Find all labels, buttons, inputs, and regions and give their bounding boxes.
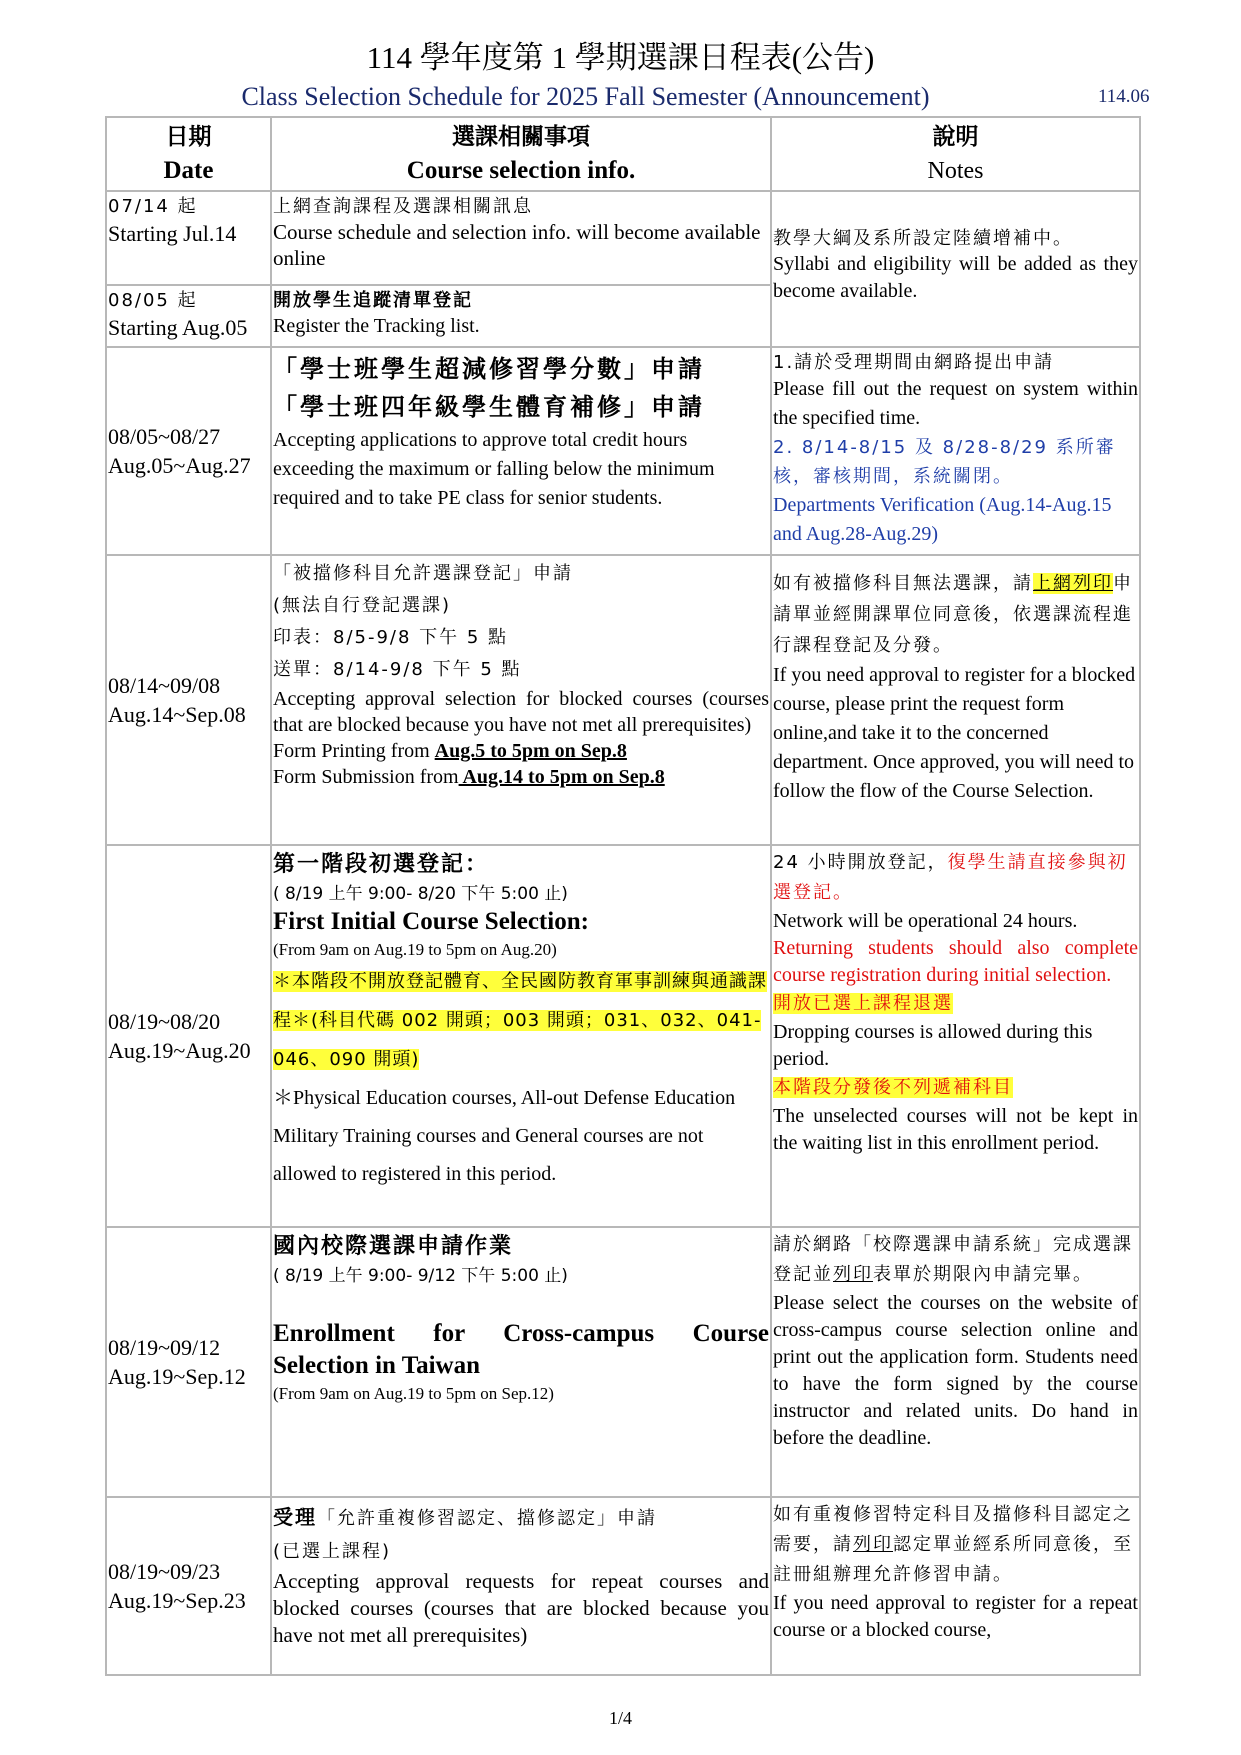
row-date: 08/19~09/12 Aug.19~Sep.12 (106, 1227, 271, 1497)
page-subtitle: Class Selection Schedule for 2025 Fall Semester (Announcement) (241, 82, 930, 111)
table-header-row (106, 117, 1140, 191)
row-info: 第一階段初選登記： ( 8/19 上午 9:00- 8/20 下午 5:00 止) First Initial Course Selection: (From 9am on Aug.19 to 5pm on Aug.20) ＊本階段不開放登記體育、全民國防教育軍事訓練與通識課程＊(科目代碼 002 開頭；003 開頭；031、032、041-046、090 開頭) ＊Physical Education courses, All-out Defense Education Military Training courses and General courses are not allowed to registered in this period. (271, 845, 771, 1227)
table-row (106, 191, 1140, 285)
row-notes: 如有被擋修科目無法選課，請上網列印申請單並經開課單位同意後，依選課流程進行課程登記及分發。 If you need approval to register for a blocked course, please print the request form online,and take it to the concerned department. Once approved, you will need to follow the flow of the Course Selection. (771, 555, 1140, 845)
print-underline: 列印 (833, 1264, 873, 1285)
restriction-highlight: ＊本階段不開放登記體育、全民國防教育軍事訓練與通識課程＊(科目代碼 002 開頭；003 開頭；031、032、041-046、090 開頭) (273, 971, 767, 1070)
print-online-highlight: 上網列印 (1033, 573, 1113, 594)
drop-course-highlight: 開放已選上課程退選 (773, 993, 953, 1014)
returning-students-note: 復學生請直接參與初選登記。 (773, 852, 1128, 903)
document-number: 114.06 (1098, 86, 1150, 107)
row-info: 開放學生追蹤清單登記 Register the Tracking list. (271, 285, 771, 347)
print-underline: 列印 (853, 1534, 893, 1555)
row-info: 國內校際選課申請作業 ( 8/19 上午 9:00- 9/12 下午 5:00 止) Enrollment for Cross-campus Course Selection in Taiwan (From 9am on Aug.19 to 5pm on Sep.12) (271, 1227, 771, 1497)
page-number: 1/4 (608, 1708, 632, 1728)
row-date: 08/19~08/20 Aug.19~Aug.20 (106, 845, 271, 1227)
print-dates: Aug.5 to 5pm on Sep.8 (434, 740, 627, 762)
table-row (106, 845, 1140, 1227)
row-info: 受理「允許重複修習認定、擋修認定」申請 (已選上課程) Accepting approval requests for repeat courses and blocked courses (courses that are blocked because you have not met all prerequisites) (271, 1497, 771, 1675)
header-date: 日期 Date (106, 117, 271, 191)
row-date: 07/14 起 Starting Jul.14 (106, 191, 271, 285)
row-date: 08/05 起 Starting Aug.05 (106, 285, 271, 347)
schedule-table (105, 116, 1141, 1676)
submit-label: Form Submission from (273, 766, 459, 788)
table-row (106, 1497, 1140, 1675)
row-info: 上網查詢課程及選課相關訊息 Course schedule and selection info. will become available online (271, 191, 771, 285)
no-waitlist-highlight: 本階段分發後不列遞補科目 (773, 1077, 1013, 1098)
row-date: 08/19~09/23 Aug.19~Sep.23 (106, 1497, 271, 1675)
print-label: Form Printing from (273, 740, 435, 762)
row-notes: 1.請於受理期間由網路提出申請 Please fill out the request on system within the specified time. 2. 8/14-8/15 及 8/28-8/29 系所審核，審核期間，系統關閉。 Departments Verification (Aug.14-Aug.15 and Aug.28-Aug.29) (771, 347, 1140, 555)
table-row (106, 1227, 1140, 1497)
row-date: 08/05~08/27 Aug.05~Aug.27 (106, 347, 271, 555)
header-notes: 說明 Notes (771, 117, 1140, 191)
table-row (106, 347, 1140, 555)
header-info: 選課相關事項 Course selection info. (271, 117, 771, 191)
row-date: 08/14~09/08 Aug.14~Sep.08 (106, 555, 271, 845)
page-title: 114 學年度第 1 學期選課日程表(公告) (366, 40, 875, 75)
row-notes: 請於網路「校際選課申請系統」完成選課登記並列印表單於期限內申請完畢。 Please select the courses on the website of cross-campus course selection online and print out the application form. Students need to have the form signed by the course instructor and related units. Do hand in before the deadline. (771, 1227, 1140, 1497)
row-notes: 24 小時開放登記，復學生請直接參與初選登記。 Network will be operational 24 hours. Returning students should also complete course registration during initial selection. 開放已選上課程退選 Dropping courses is allowed during this period. 本階段分發後不列遞補科目 The unselected courses will not be kept in the waiting list in this enrollment period. (771, 845, 1140, 1227)
submit-dates: Aug.14 to 5pm on Sep.8 (458, 766, 665, 788)
row-info: 「被擋修科目允許選課登記」申請 (無法自行登記選課) 印表：8/5-9/8 下午 5 點 送單：8/14-9/8 下午 5 點 Accepting approval selection for blocked courses (courses that are blocked because you have not met all prerequisites) Form Printing from Aug.5 to 5pm on Sep.8 Form Submission from Aug.14 to 5pm on Sep.8 (271, 555, 771, 845)
table-row (106, 555, 1140, 845)
row-notes: 教學大綱及系所設定陸續增補中。 Syllabi and eligibility will be added as they become available. (771, 191, 1140, 347)
row-info: 「學士班學生超減修習學分數」申請 「學士班四年級學生體育補修」申請 Accepting applications to approve total credit hours exceeding the maximum or falling below the minimum required and to take PE class for senior students. (271, 347, 771, 555)
row-notes: 如有重複修習特定科目及擋修科目認定之需要，請列印認定單並經系所同意後，至註冊組辦理允許修習申請。 If you need approval to register for a repeat course or a blocked course, (771, 1497, 1140, 1675)
